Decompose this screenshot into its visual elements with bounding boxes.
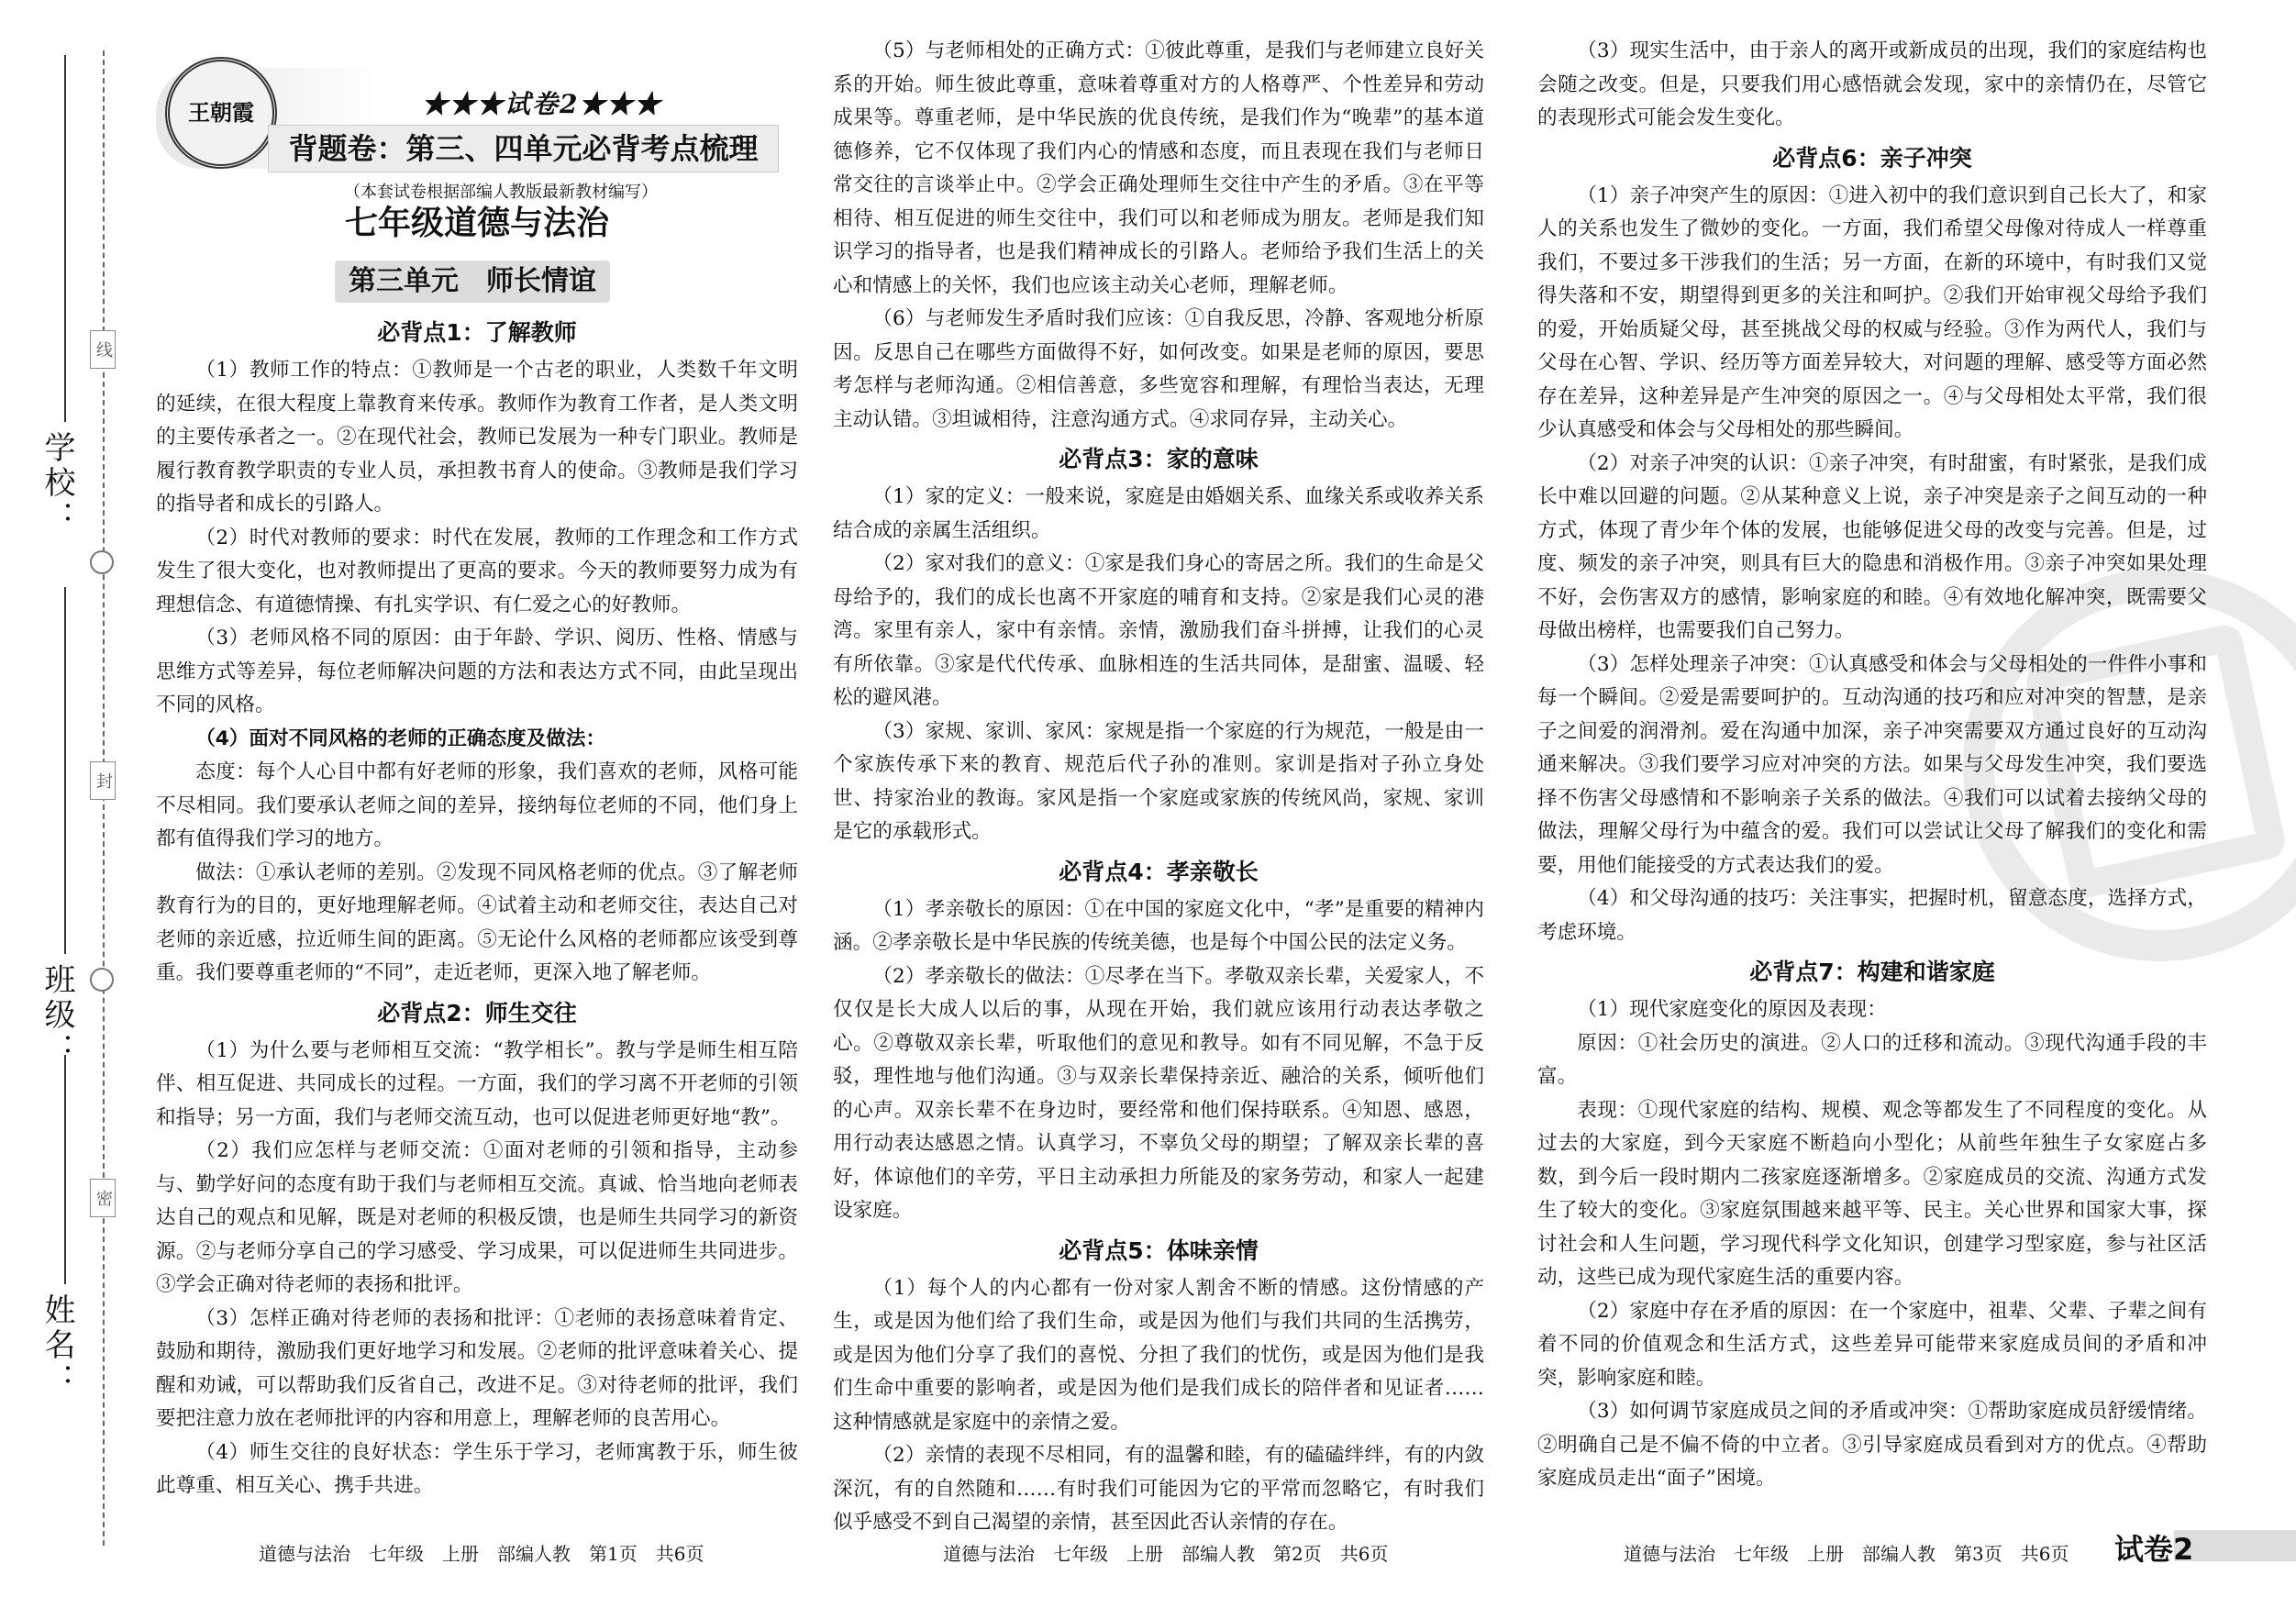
section-heading: 必背点3：家的意味 <box>1059 446 1259 472</box>
column-2 <box>833 35 1484 1540</box>
school-field[interactable] <box>64 55 66 422</box>
unit-title: 第三单元 师长情谊 <box>335 261 610 303</box>
paragraph: （1）亲子冲突产生的原因：①进入初中的我们意识到自己长大了，和家人的关系也发生了微妙的变化。一方面，我们希望父母像对待成人一样尊重我们，不要过多干涉我们的生活；另一方面，在新的环境中，有时我们又觉得失落和不安，期望得到更多的关注和呵护。②我们开始审视父母给予我们的爱，开始质疑父母，甚至挑战父母的权威与经验。③作为两代人，我们与父母在心智、学识、经历等方面差异较大，对问题的理解、感受等方面必然存在差异，这种差异是产生冲突的原因之一。④与父母相处太平常，我们很少认真感受和体会与父母相处的那些瞬间。 <box>1537 183 2207 441</box>
paragraph: 做法：①承认老师的差别。②发现不同风格老师的优点。③了解老师教育行为的目的，更好地理解老师。④试着主动和老师交往，表达自己对老师的亲近感，拉近师生间的距离。⑤无论什么风格的老师都应该受到尊重。我们要尊重老师的“不同”，走近老师，更深入地了解老师。 <box>156 860 798 984</box>
exam-tag: 试卷2 <box>2114 1532 2194 1567</box>
paragraph: （3）怎样处理亲子冲突：①认真感受和体会与父母相处的一件件小事和每一个瞬间。②爱是需要呵护的。互动沟通的技巧和应对冲突的智慧，是亲子之间爱的润滑剂。爱在沟通中加深，亲子冲突需要双方通过良好的互动沟通来解决。③我们要学习应对冲突的方法。如果与父母发生冲突，我们要选择不伤害父母感情和不影响亲子关系的做法。④我们可以试着去接纳父母的做法，理解父母行为中蕴含的爱。我们可以尝试让父母了解我们的变化和需要，用他们能接受的方式表达我们的爱。 <box>1537 652 2207 877</box>
section-heading: 必背点2：师生交往 <box>377 999 577 1026</box>
section-heading: 必背点4：孝亲敬长 <box>1059 858 1259 885</box>
binding-hole <box>90 968 114 992</box>
paragraph: （4）师生交往的良好状态：学生乐于学习，老师寓教于乐，师生彼此尊重、相互关心、携手共进。 <box>156 1440 798 1497</box>
section-heading: 必背点7：构建和谐家庭 <box>1749 959 1995 985</box>
paragraph: （2）亲情的表现不尽相同，有的温馨和睦，有的磕磕绊绊，有的内敛深沉，有的自然随和……有时我们可能因为它的平常而忽略它，有时我们似乎感受不到自己渴望的亲情，甚至因此否认亲情的存在。 <box>833 1444 1484 1534</box>
column-1 <box>156 35 798 1503</box>
cut-mark-line: 线 <box>90 330 116 369</box>
brand-logo: 王朝霞 <box>165 57 277 169</box>
subject-title: 七年级道德与法治 <box>344 205 609 242</box>
name-field[interactable] <box>64 1055 66 1284</box>
section-heading: 必背点1：了解教师 <box>377 319 577 346</box>
paragraph: （1）家的定义：一般来说，家庭是由婚姻关系、血缘关系或收养关系结合成的亲属生活组织。 <box>833 485 1484 542</box>
paragraph: 原因：①社会历史的演进。②人口的迁移和流动。③现代沟通手段的丰富。 <box>1537 1031 2207 1088</box>
paragraph: （2）时代对教师的要求：时代在发展，教师的工作理念和工作方式发生了很大变化，也对教师提出了更高的要求。今天的教师要努力成为有理想信念、有道德情操、有扎实学识、有仁爱之心的好教师。 <box>156 526 798 616</box>
edition-note: （本套试卷根据部编人教版最新教材编写） <box>344 183 658 202</box>
page-header <box>156 35 798 310</box>
paragraph: （1）教师工作的特点：①教师是一个古老的职业，人类数千年文明的延续，在很大程度上靠教育来传承。教师作为教育工作者，是人类文明的主要传承者之一。②在现代社会，教师已发展为一种专门职业。教师是履行教育教学职责的专业人员，承担教书育人的使命。③教师是我们学习的指导者和成长的引路人。 <box>156 359 798 516</box>
cut-mark-seal: 封 <box>90 761 116 800</box>
page-footer: 道德与法治 七年级 上册 部编人教 第2页 共6页 <box>943 1543 1389 1565</box>
paragraph: （1）每个人的内心都有一份对家人割舍不断的情感。这份情感的产生，或是因为他们给了我们生命，或是因为他们与我们共同的生活携劳，或是因为他们分享了我们的喜悦、分担了我们的忧伤，或是因为他们是我们生命中重要的影响者，或是因为他们是我们成长的陪伴者和见证者……这种情感就是家庭中的亲情之爱。 <box>833 1276 1484 1434</box>
paragraph: （2）对亲子冲突的认识：①亲子冲突，有时甜蜜，有时紧张，是我们成长中难以回避的问题。②从某种意义上说，亲子冲突是亲子之间互动的一种方式，体现了青少年个体的发展，也能够促进父母的改变与完善。但是，过度、频发的亲子冲突，则具有巨大的隐患和消极作用。③亲子冲突如果处理不好，会伤害双方的感情，影响家庭的和睦。④有效地化解冲突，既需要父母做出榜样，也需要我们自己努力。 <box>1537 451 2207 642</box>
cut-mark-secret: 密 <box>90 1179 116 1217</box>
page-footer: 道德与法治 七年级 上册 部编人教 第1页 共6页 <box>259 1543 704 1565</box>
paragraph: （2）我们应怎样与老师交流：①面对老师的引领和指导，主动参与、勤学好问的态度有助于我们与老师相互交流。真诚、恰当地向老师表达自己的观点和见解，既是对老师的积极反馈，也是师生共同学习的新资源。②与老师分享自己的学习感受、学习成果，可以促进师生共同进步。③学会正确对待老师的表扬和批评。 <box>156 1139 798 1296</box>
paragraph: （1）现代家庭变化的原因及表现： <box>1577 998 1887 1021</box>
page-footer: 道德与法治 七年级 上册 部编人教 第3页 共6页 <box>1624 1543 2069 1565</box>
column-3 <box>1537 35 2207 1496</box>
paragraph: （2）孝亲敬长的做法：①尽孝在当下。孝敬双亲长辈，关爱家人，不仅仅是长大成人以后的事，从现在开始，我们就应该用行动表达孝敬之心。②尊敬双亲长辈，听取他们的意见和教导。如有不同见解，不急于反驳，理性地与他们沟通。③与双亲长辈保持亲近、融洽的关系，倾听他们的心声。双亲长辈不在身边时，要经常和他们保持联系。④知恩、感恩，用行动表达感恩之情。认真学习，不辜负父母的期望；了解双亲长辈的喜好，体谅他们的辛劳，平日主动承担力所能及的家务劳动，和家人一起建设家庭。 <box>833 964 1484 1222</box>
section-heading: 必背点6：亲子冲突 <box>1772 144 1972 172</box>
paragraph: （5）与老师相处的正确方式：①彼此尊重，是我们与老师建立良好关系的开始。师生彼此尊重，意味着尊重对方的人格尊严、个性差异和劳动成果等。尊重老师，是中华民族的优良传统，是我们作为“晚辈”的基本道德修养，它不仅体现了我们内心的情感和态度，而且表现在我们与老师日常交往的言谈举止中。②学会正确处理师生交往中产生的矛盾。③在平等相待、相互促进的师生交往中，我们可以和老师成为朋友。老师是我们知识学习的指导者，也是我们精神成长的引路人。老师给予我们生活上的关心和情感上的关怀，我们也应该主动关心老师，理解老师。 <box>833 39 1484 297</box>
paragraph: （3）现实生活中，由于亲人的离开或新成员的出现，我们的家庭结构也会随之改变。但是，只要我们用心感悟就会发现，家中的亲情仍在，尽管它的表现形式可能会发生变化。 <box>1537 39 2207 129</box>
section-heading: 必背点5：体味亲情 <box>1059 1237 1259 1264</box>
class-field[interactable] <box>64 587 66 954</box>
paragraph: （6）与老师发生矛盾时我们应该：①自我反思，冷静、客观地分析原因。反思自己在哪些方面做得不好，如何改变。如果是老师的原因，要思考怎样与老师沟通。②相信善意，多些宽容和理解，有理恰当表达，无理主动认错。③坦诚相待，注意沟通方式。④求同存异，主动关心。 <box>833 307 1484 431</box>
name-label: 姓名： <box>39 1293 75 1398</box>
school-label: 学校： <box>39 431 75 536</box>
paragraph: （3）家规、家训、家风：家规是指一个家庭的行为规范，一般是由一个家族传承下来的教育、规范后代子孙的准则。家训是指对子孙立身处世、持家治业的教诲。家风是指一个家庭或家族的传统风尚，家规、家训是它的承载形式。 <box>833 719 1484 843</box>
paragraph: （4）和父母沟通的技巧：关注事实，把握时机，留意态度，选择方式，考虑环境。 <box>1537 887 2207 944</box>
paragraph: 表现：①现代家庭的结构、规模、观念等都发生了不同程度的变化。从过去的大家庭，到今天家庭不断趋向小型化；从前些年独生子女家庭占多数，到今后一段时期内二孩家庭逐渐增多。②家庭成员的交流、沟通方式发生了较大的变化。③家庭氛围越来越平等、民主。关心世界和国家大事，探讨社会和人生问题，学习现代科学文化知识，创建学习型家庭，参与社区活动，这些已成为现代家庭生活的重要内容。 <box>1537 1098 2207 1289</box>
paragraph: （2）家庭中存在矛盾的原因：在一个家庭中，祖辈、父辈、子辈之间有着不同的价值观念和生活方式，这些差异可能带来家庭成员间的矛盾和冲突，影响家庭和睦。 <box>1537 1299 2207 1390</box>
exam-title: 背题卷：第三、四单元必背考点梳理 <box>268 125 779 172</box>
exam-number: ★★★试卷2★★★ <box>422 89 662 119</box>
paragraph: 态度：每个人心目中都有好老师的形象，我们喜欢的老师，风格可能不尽相同。我们要承认老师之间的差异，接纳每位老师的不同，他们身上都有值得我们学习的地方。 <box>156 760 798 850</box>
class-label: 班级： <box>39 963 75 1068</box>
paragraph: （3）老师风格不同的原因：由于年龄、学识、阅历、性格、情感与思维方式等差异，每位老师解决问题的方法和表达方式不同，由此呈现出不同的风格。 <box>156 627 798 716</box>
paragraph: （4）面对不同风格的老师的正确态度及做法： <box>195 726 606 750</box>
paragraph: （3）怎样正确对待老师的表扬和批评：①老师的表扬意味着肯定、鼓励和期待，激励我们更好地学习和发展。②老师的批评意味着关心、提醒和劝诫，可以帮助我们反省自己，改进不足。③对待老师的批评，我们要把注意力放在老师批评的内容和用意上，理解老师的良苦用心。 <box>156 1306 798 1430</box>
binding-margin <box>0 0 138 1597</box>
paragraph: （1）为什么要与老师相互交流：“教学相长”。教与学是师生相互陪伴、相互促进、共同成长的过程。一方面，我们的学习离不开老师的引领和指导；另一方面，我们与老师交流互动，也可以促进老师更好地“教”。 <box>156 1038 798 1129</box>
paragraph: （2）家对我们的意义：①家是我们身心的寄居之所。我们的生命是父母给予的，我们的成长也离不开家庭的哺育和支持。②家是我们心灵的港湾。家里有亲人，家中有亲情。亲情，激励我们奋斗拼搏，让我们的心灵有所依靠。③家是代代传承、血脉相连的生活共同体，是甜蜜、温暖、轻松的避风港。 <box>833 552 1484 709</box>
binding-hole <box>90 550 114 574</box>
paragraph: （3）如何调节家庭成员之间的矛盾或冲突：①帮助家庭成员舒缓情绪。②明确自己是不偏不倚的中立者。③引导家庭成员看到对方的优点。④帮助家庭成员走出“面子”困境。 <box>1537 1400 2207 1490</box>
paragraph: （1）孝亲敬长的原因：①在中国的家庭文化中，“孝”是重要的精神内涵。②孝亲敬长是中华民族的传统美德，也是每个中国公民的法定义务。 <box>833 897 1484 954</box>
